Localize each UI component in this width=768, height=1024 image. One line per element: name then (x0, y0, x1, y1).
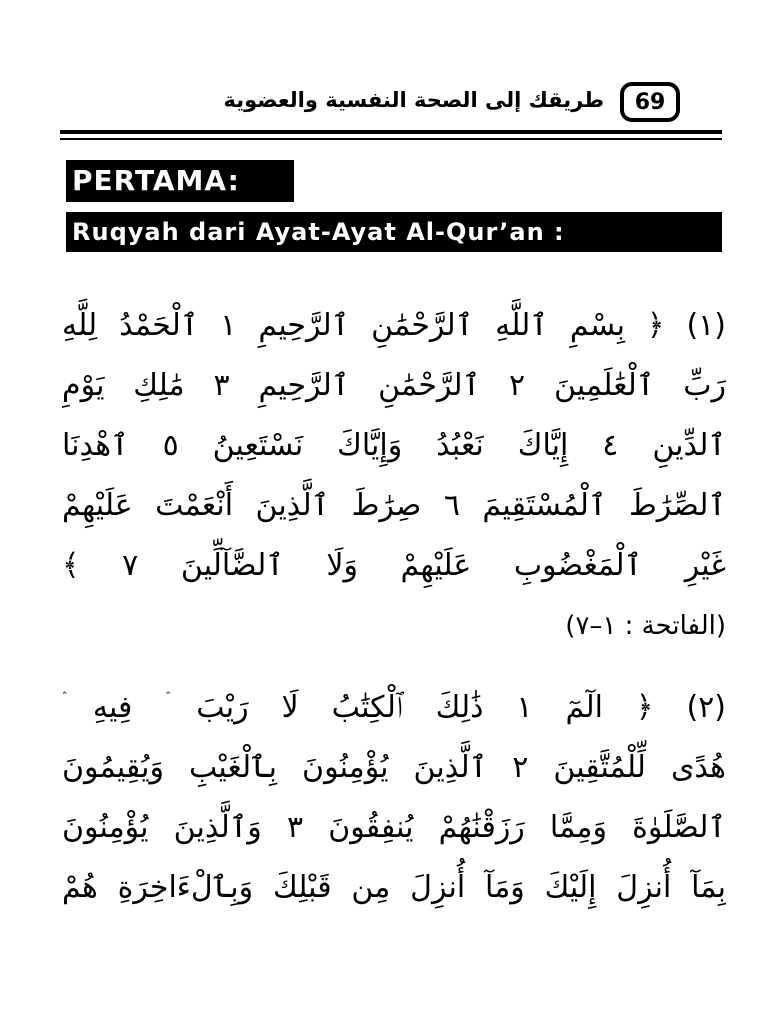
verse-line: ٱلصَّلَوٰةَ وَمِمَّا رَزَقْنَٰهُمْ يُنفِقُونَ ٣ وَٱلَّذِينَ يُؤْمِنُونَ (62, 810, 726, 845)
book-title: طريقك إلى الصحة النفسية والعضوية (223, 88, 604, 112)
verse-line: (١) ﴿ بِسْمِ ٱللَّهِ ٱلرَّحْمَٰنِ ٱلرَّحِيمِ ١ ٱلْحَمْدُ لِلَّهِ (62, 308, 726, 343)
verse-line: (٢) ﴿ الٓمٓ ١ ذَٰلِكَ ٱلْكِتَٰبُ لَا رَيْبَ ۛ فِيهِ ۛ (62, 690, 726, 725)
verse-line: بِمَآ أُنزِلَ إِلَيْكَ وَمَآ أُنزِلَ مِن قَبْلِكَ وَبِٱلْءَاخِرَةِ هُمْ (62, 870, 726, 905)
section-heading-pertama: PERTAMA: (66, 160, 294, 202)
verse-line: رَبِّ ٱلْعَٰلَمِينَ ٢ ٱلرَّحْمَٰنِ ٱلرَّحِيمِ ٣ مَٰلِكِ يَوْمِ (62, 368, 726, 403)
verse-line: هُدًى لِّلْمُتَّقِينَ ٢ ٱلَّذِينَ يُؤْمِنُونَ بِٱلْغَيْبِ وَيُقِيمُونَ (62, 750, 726, 785)
verse-line: ٱلصِّرَٰطَ ٱلْمُسْتَقِيمَ ٦ صِرَٰطَ ٱلَّذِينَ أَنْعَمْتَ عَلَيْهِمْ (62, 488, 726, 523)
header-rule-thick (60, 130, 722, 134)
verse-source: (الفاتحة : ١–٧) (565, 611, 726, 641)
verse-line: ٱلدِّينِ ٤ إِيَّاكَ نَعْبُدُ وَإِيَّاكَ نَسْتَعِينُ ٥ ٱهْدِنَا (62, 428, 726, 463)
header-rule-thin (60, 138, 722, 140)
verse-block-2 (62, 678, 726, 918)
section-subheading-ruqyah: Ruqyah dari Ayat-Ayat Al-Qur’an : (66, 212, 722, 252)
verse-line: غَيْرِ ٱلْمَغْضُوبِ عَلَيْهِمْ وَلَا ٱلضَّآلِّينَ ٧ ﴾ (62, 548, 726, 583)
verse-block-1 (62, 296, 726, 656)
page-number: 69 (620, 82, 680, 122)
running-header (64, 80, 720, 132)
